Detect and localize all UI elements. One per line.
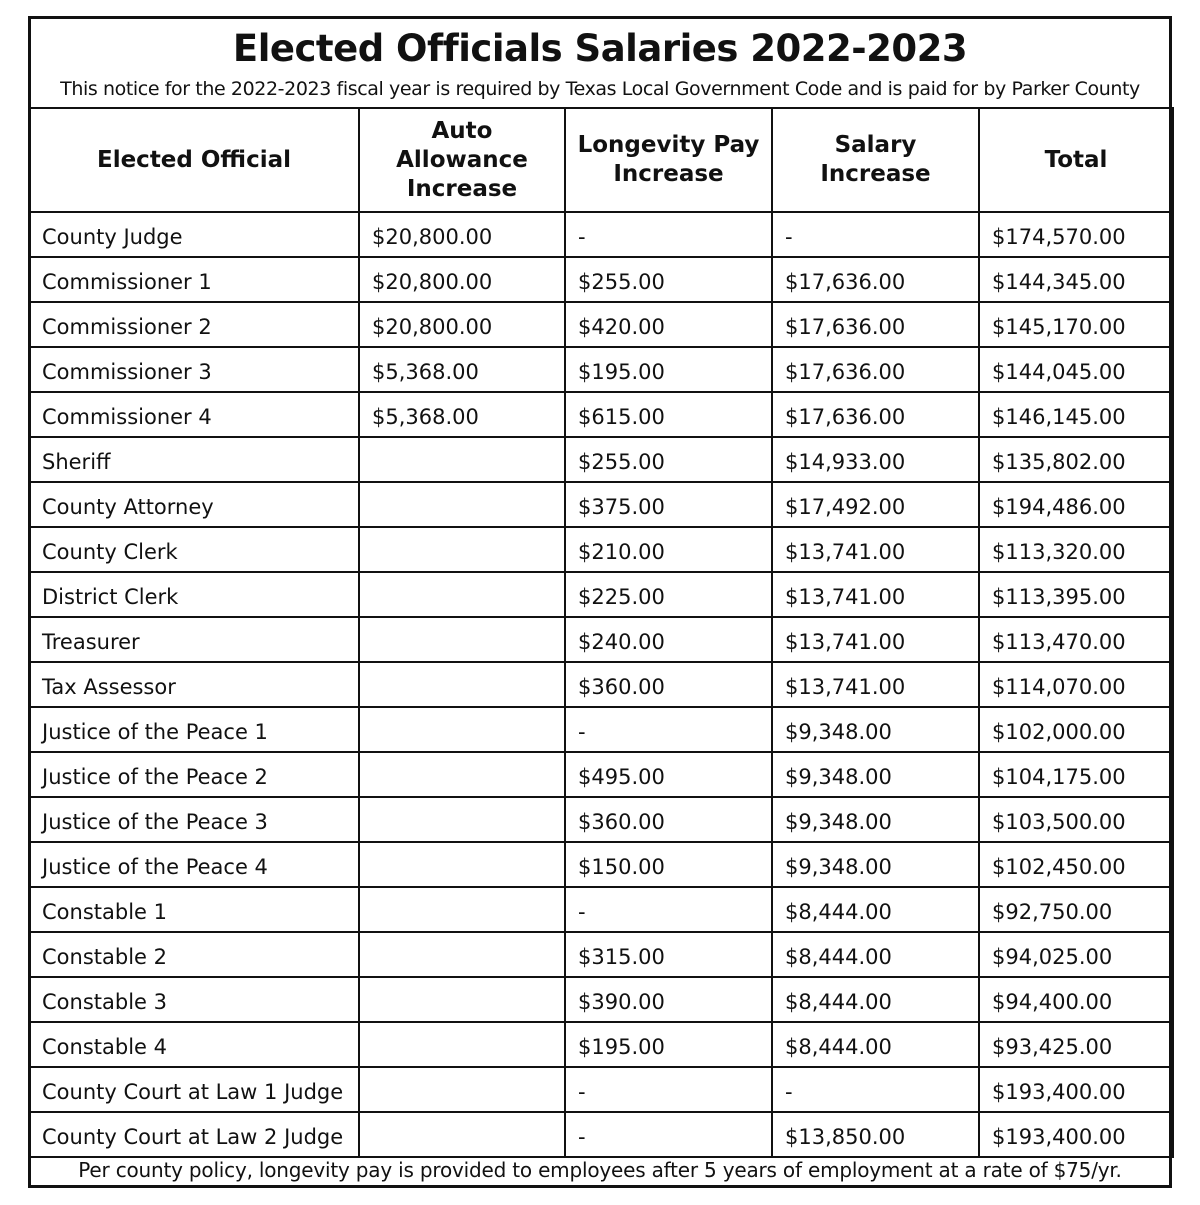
table-row (29, 1067, 1173, 1112)
salary-increase-cell: $8,444.00 (772, 1022, 979, 1067)
salary-increase-cell: $14,933.00 (772, 437, 979, 482)
official-name-cell: Justice of the Peace 4 (29, 842, 359, 887)
salary-table (28, 107, 1174, 1158)
table-row (29, 887, 1173, 932)
auto-allowance-cell (359, 437, 565, 482)
official-name-cell: Sheriff (29, 437, 359, 482)
official-name-cell: Constable 2 (29, 932, 359, 977)
salary-increase-cell: $8,444.00 (772, 887, 979, 932)
auto-allowance-cell: $5,368.00 (359, 392, 565, 437)
total-cell: $135,802.00 (979, 437, 1173, 482)
auto-allowance-cell (359, 1112, 565, 1157)
longevity-pay-cell: $375.00 (565, 482, 772, 527)
longevity-pay-cell: $390.00 (565, 977, 772, 1022)
longevity-pay-cell: $360.00 (565, 662, 772, 707)
auto-allowance-cell: $5,368.00 (359, 347, 565, 392)
salary-increase-cell: $9,348.00 (772, 752, 979, 797)
auto-allowance-cell: $20,800.00 (359, 302, 565, 347)
table-row (29, 932, 1173, 977)
official-name-cell: County Court at Law 2 Judge (29, 1112, 359, 1157)
total-cell: $102,000.00 (979, 707, 1173, 752)
salary-increase-cell: $8,444.00 (772, 977, 979, 1022)
table-row (29, 572, 1173, 617)
longevity-pay-cell: $360.00 (565, 797, 772, 842)
total-cell: $144,345.00 (979, 257, 1173, 302)
total-cell: $94,400.00 (979, 977, 1173, 1022)
official-name-cell: County Court at Law 1 Judge (29, 1067, 359, 1112)
auto-allowance-cell (359, 1022, 565, 1067)
longevity-pay-cell: $150.00 (565, 842, 772, 887)
total-cell: $194,486.00 (979, 482, 1173, 527)
table-row (29, 212, 1173, 257)
longevity-pay-cell: $240.00 (565, 617, 772, 662)
notice-subtitle: This notice for the 2022-2023 fiscal year is required by Texas Local Government Code and is paid for by Parker County (60, 78, 1140, 100)
auto-allowance-cell (359, 752, 565, 797)
salary-increase-cell: $13,850.00 (772, 1112, 979, 1157)
table-body (29, 212, 1173, 1157)
salary-notice (28, 16, 1172, 1188)
table-row (29, 302, 1173, 347)
official-name-cell: Commissioner 1 (29, 257, 359, 302)
longevity-pay-cell: - (565, 1067, 772, 1112)
auto-allowance-cell (359, 527, 565, 572)
salary-increase-cell: $13,741.00 (772, 572, 979, 617)
salary-increase-cell: $9,348.00 (772, 797, 979, 842)
column-header-auto-allowance: Auto Allowance Increase (359, 108, 565, 212)
official-name-cell: Justice of the Peace 3 (29, 797, 359, 842)
total-cell: $93,425.00 (979, 1022, 1173, 1067)
salary-increase-cell: $9,348.00 (772, 707, 979, 752)
auto-allowance-cell (359, 662, 565, 707)
longevity-pay-cell: - (565, 707, 772, 752)
table-row (29, 1022, 1173, 1067)
longevity-pay-cell: $210.00 (565, 527, 772, 572)
official-name-cell: Treasurer (29, 617, 359, 662)
page-title: Elected Officials Salaries 2022-2023 (232, 27, 968, 70)
official-name-cell: Constable 1 (29, 887, 359, 932)
table-row (29, 707, 1173, 752)
table-row (29, 617, 1173, 662)
salary-increase-cell: $17,636.00 (772, 302, 979, 347)
total-cell: $193,400.00 (979, 1067, 1173, 1112)
auto-allowance-cell (359, 797, 565, 842)
table-row (29, 257, 1173, 302)
salary-increase-cell: $13,741.00 (772, 662, 979, 707)
auto-allowance-cell (359, 617, 565, 662)
auto-allowance-cell (359, 572, 565, 617)
longevity-pay-cell: $495.00 (565, 752, 772, 797)
longevity-pay-cell: - (565, 887, 772, 932)
table-row (29, 797, 1173, 842)
official-name-cell: County Clerk (29, 527, 359, 572)
longevity-pay-cell: $420.00 (565, 302, 772, 347)
column-header-total: Total (979, 108, 1173, 212)
longevity-pay-cell: - (565, 1112, 772, 1157)
total-cell: $102,450.00 (979, 842, 1173, 887)
table-row (29, 842, 1173, 887)
table-row (29, 662, 1173, 707)
total-cell: $104,175.00 (979, 752, 1173, 797)
longevity-pay-cell: $315.00 (565, 932, 772, 977)
table-row (29, 1112, 1173, 1157)
salary-increase-cell: - (772, 1067, 979, 1112)
total-cell: $174,570.00 (979, 212, 1173, 257)
longevity-pay-cell: $255.00 (565, 257, 772, 302)
official-name-cell: Commissioner 4 (29, 392, 359, 437)
column-header-longevity-pay: Longevity Pay Increase (565, 108, 772, 212)
auto-allowance-cell: $20,800.00 (359, 212, 565, 257)
header-row (29, 108, 1173, 212)
longevity-pay-cell: $255.00 (565, 437, 772, 482)
table-row (29, 977, 1173, 1022)
table-row (29, 347, 1173, 392)
total-cell: $145,170.00 (979, 302, 1173, 347)
total-cell: $113,395.00 (979, 572, 1173, 617)
table-row (29, 752, 1173, 797)
salary-increase-cell: $9,348.00 (772, 842, 979, 887)
official-name-cell: Constable 3 (29, 977, 359, 1022)
official-name-cell: Commissioner 2 (29, 302, 359, 347)
total-cell: $146,145.00 (979, 392, 1173, 437)
longevity-pay-cell: $615.00 (565, 392, 772, 437)
table-row (29, 392, 1173, 437)
auto-allowance-cell (359, 707, 565, 752)
total-cell: $94,025.00 (979, 932, 1173, 977)
total-cell: $114,070.00 (979, 662, 1173, 707)
total-cell: $144,045.00 (979, 347, 1173, 392)
official-name-cell: Justice of the Peace 2 (29, 752, 359, 797)
official-name-cell: Constable 4 (29, 1022, 359, 1067)
official-name-cell: District Clerk (29, 572, 359, 617)
official-name-cell: Commissioner 3 (29, 347, 359, 392)
official-name-cell: Tax Assessor (29, 662, 359, 707)
total-cell: $103,500.00 (979, 797, 1173, 842)
salary-increase-cell: $13,741.00 (772, 527, 979, 572)
longevity-pay-cell: $195.00 (565, 1022, 772, 1067)
column-header-elected-official: Elected Official (29, 108, 359, 212)
auto-allowance-cell (359, 977, 565, 1022)
column-header-salary-increase: Salary Increase (772, 108, 979, 212)
auto-allowance-cell (359, 1067, 565, 1112)
official-name-cell: Justice of the Peace 1 (29, 707, 359, 752)
salary-increase-cell: $8,444.00 (772, 932, 979, 977)
auto-allowance-cell (359, 482, 565, 527)
total-cell: $193,400.00 (979, 1112, 1173, 1157)
footnote: Per county policy, longevity pay is provided to employees after 5 years of employment at a rate of $75/yr. (78, 1158, 1122, 1182)
official-name-cell: County Attorney (29, 482, 359, 527)
official-name-cell: County Judge (29, 212, 359, 257)
total-cell: $92,750.00 (979, 887, 1173, 932)
table-row (29, 527, 1173, 572)
salary-increase-cell: - (772, 212, 979, 257)
salary-increase-cell: $17,636.00 (772, 347, 979, 392)
longevity-pay-cell: $195.00 (565, 347, 772, 392)
longevity-pay-cell: - (565, 212, 772, 257)
total-cell: $113,320.00 (979, 527, 1173, 572)
longevity-pay-cell: $225.00 (565, 572, 772, 617)
salary-increase-cell: $17,636.00 (772, 257, 979, 302)
auto-allowance-cell (359, 932, 565, 977)
salary-increase-cell: $17,636.00 (772, 392, 979, 437)
table-row (29, 482, 1173, 527)
auto-allowance-cell (359, 842, 565, 887)
salary-increase-cell: $17,492.00 (772, 482, 979, 527)
total-cell: $113,470.00 (979, 617, 1173, 662)
auto-allowance-cell (359, 887, 565, 932)
auto-allowance-cell: $20,800.00 (359, 257, 565, 302)
salary-increase-cell: $13,741.00 (772, 617, 979, 662)
table-row (29, 437, 1173, 482)
